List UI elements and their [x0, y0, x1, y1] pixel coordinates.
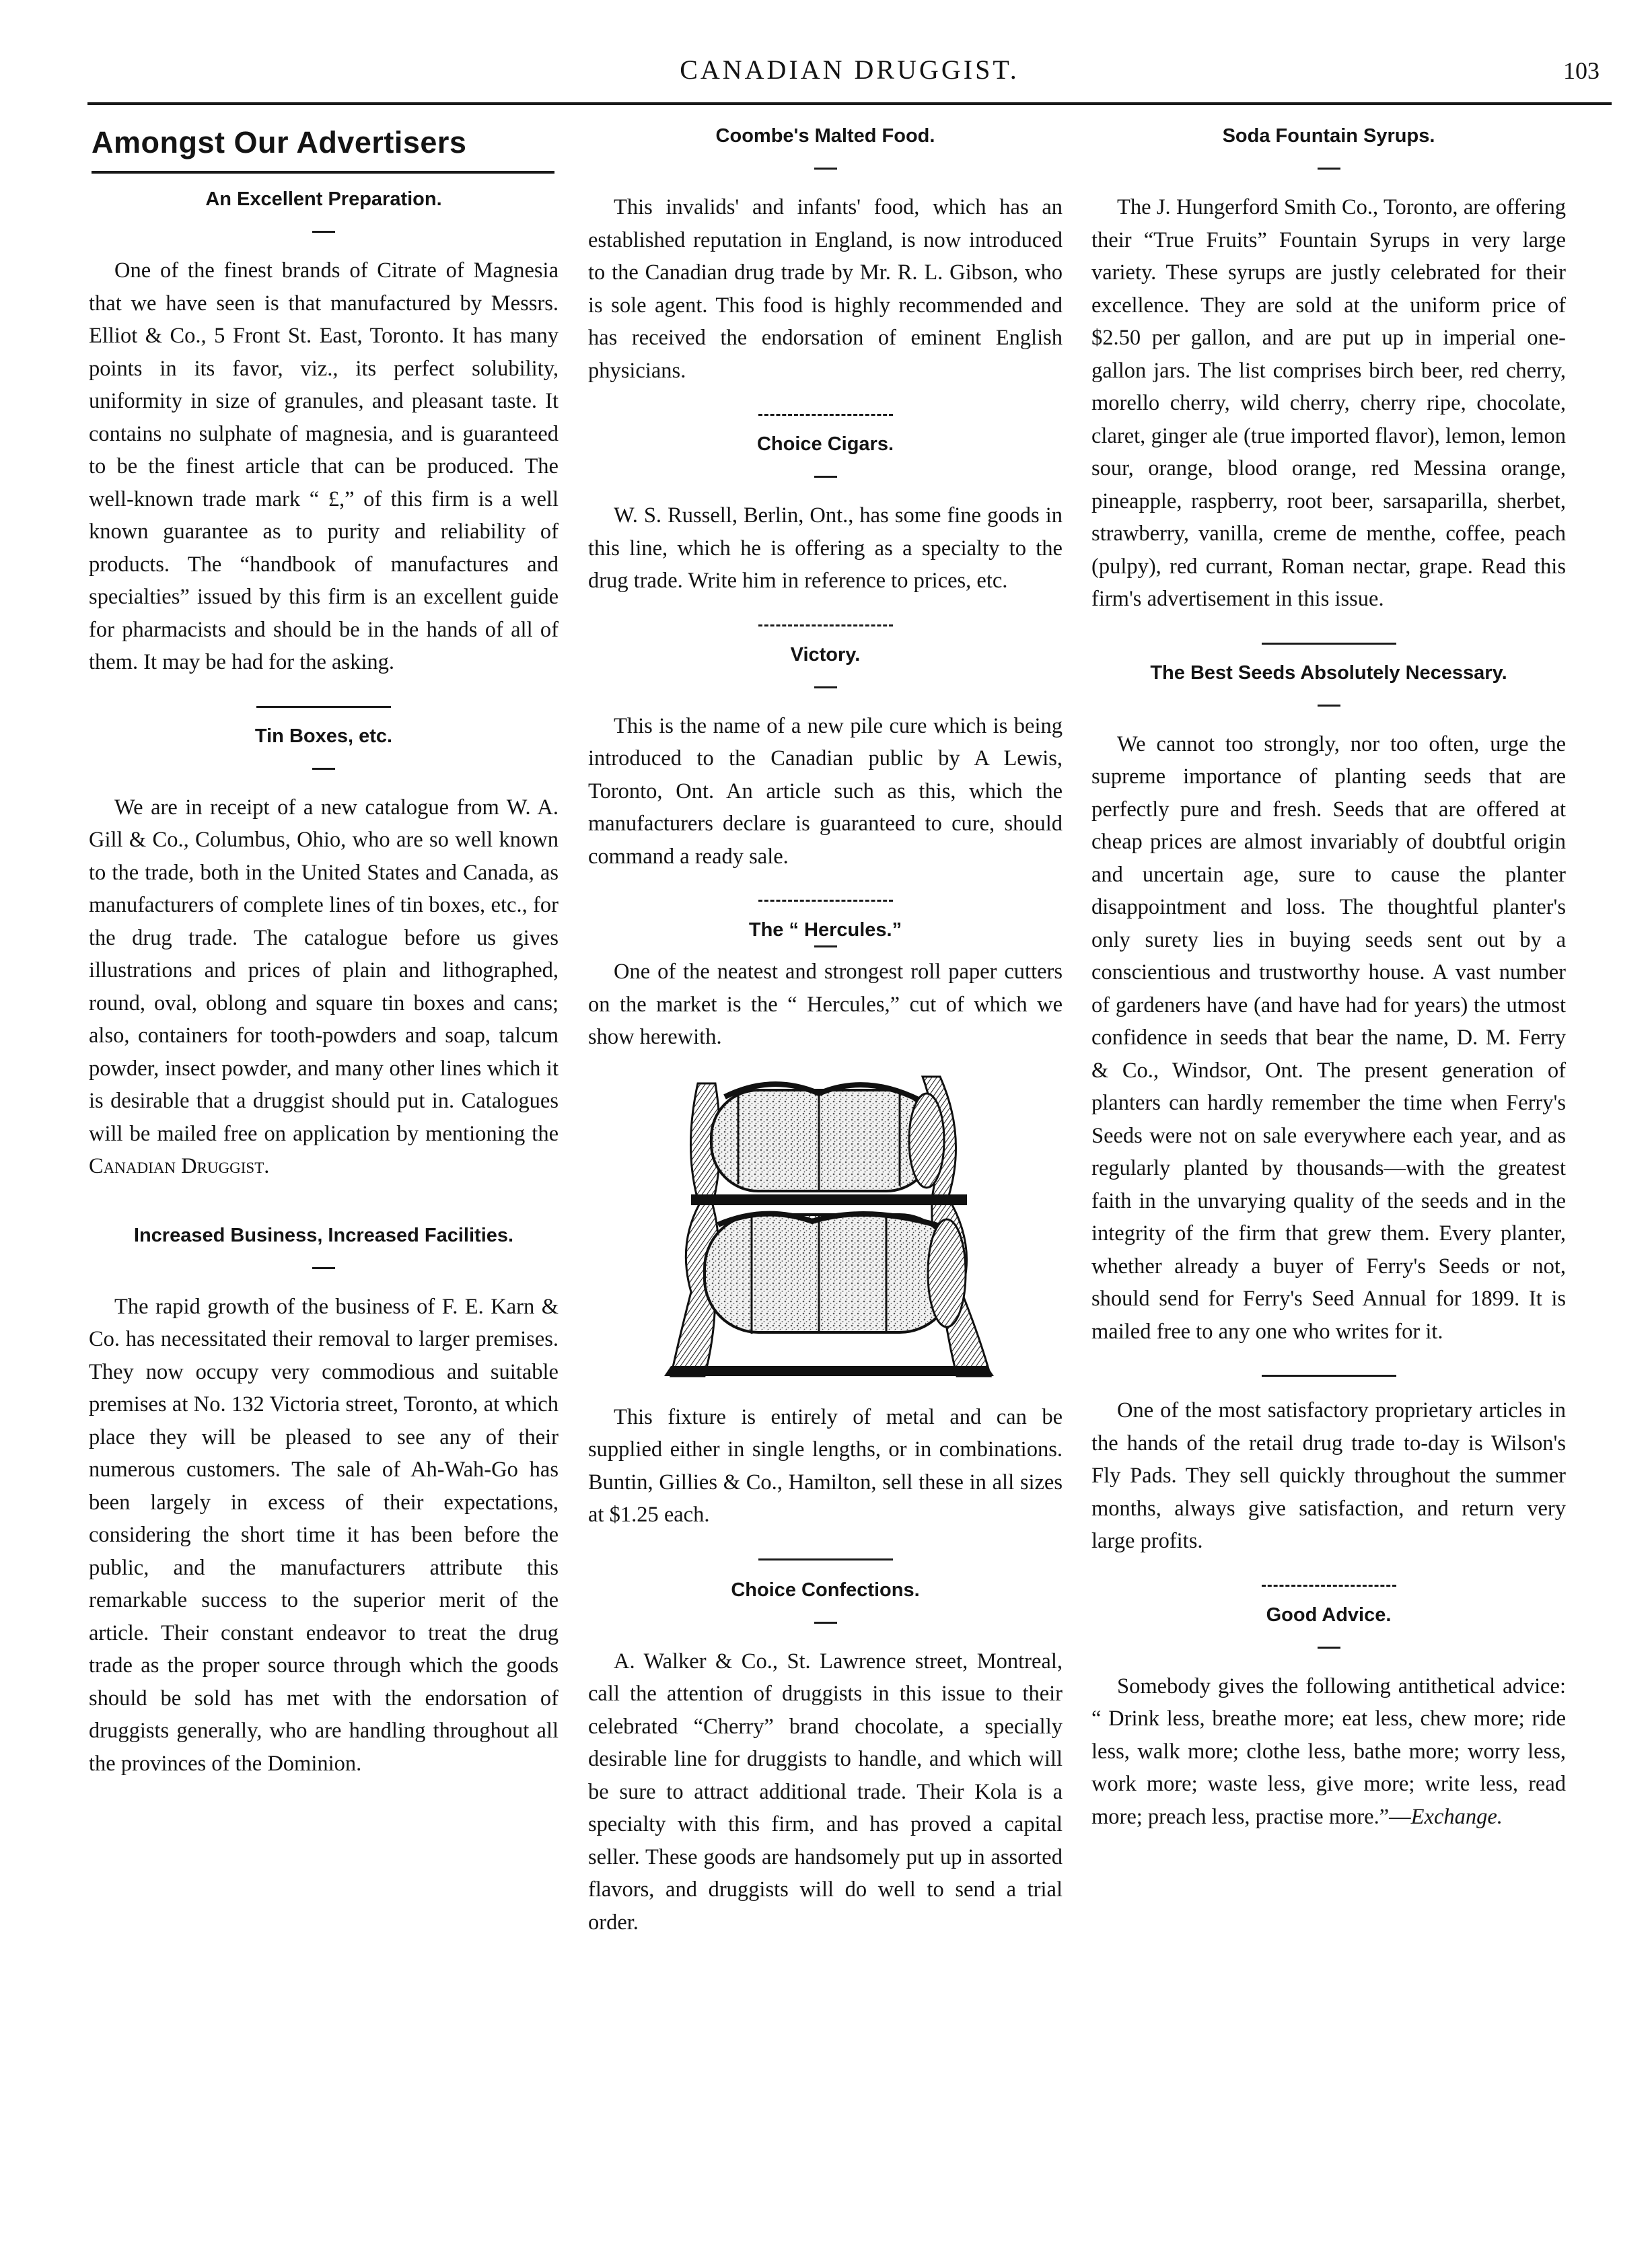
article-victory: This is the name of a new pile cure which is being introduced to the Canadian public by A Lewis, Toronto, Ont. An article such as this, which the manufacturers declare is guaranteed to cure, should command a ready sale.	[588, 713, 1063, 869]
article-hercules-continued: This fixture is entirely of metal and can be supplied either in single lengths, or in combinations. Buntin, Gillies & Co., Hamilton, sell these in all sizes at $1.25 each.	[588, 1404, 1063, 1527]
dash-rule	[312, 1267, 335, 1269]
heading-hercules: The “ Hercules.”	[748, 919, 902, 941]
page-title: Amongst Our Advertisers	[92, 125, 467, 159]
heading-increased-business: Increased Business, Increased Facilities.	[133, 1224, 514, 1246]
column-3	[1091, 120, 1566, 1833]
column-1	[89, 120, 559, 1780]
separator-rule	[758, 900, 893, 902]
separator-rule	[1262, 643, 1396, 645]
heading-excellent-preparation: An Excellent Preparation.	[205, 188, 442, 210]
article-wilsons-fly-pads: One of the most satisfactory proprietary articles in the hands of the retail drug trade to-day is Wilson's Fly Pads. They sell quickly throughout the summer months, always give satisfaction, and return very large profits.	[1091, 1398, 1566, 1553]
article-tin-boxes	[89, 791, 559, 1183]
dash-rule	[814, 168, 837, 170]
dash-rule	[312, 768, 335, 770]
dash-rule	[814, 686, 837, 688]
dash-rule	[1318, 705, 1340, 707]
heading-choice-cigars: Choice Cigars.	[756, 433, 894, 455]
column-2	[588, 120, 1063, 1939]
heading-best-seeds: The Best Seeds Absolutely Necessary.	[1150, 661, 1507, 684]
page-number: 103	[1563, 57, 1600, 84]
article-choice-confections: A. Walker & Co., St. Lawrence street, Montreal, call the attention of druggists in this issue to their celebrated “Cherry” brand chocolate, a specially desirable line for druggists to handle, and which will be sure to attract additional trade. Their Kola is a specialty with this firm, and has proved a capital seller. These goods are handsomely put up in assorted flavors, and druggists will do well to send a trial order.	[588, 1649, 1063, 1935]
article-soda-fountain-syrups: The J. Hungerford Smith Co., Toronto, are offering their “True Fruits” Fountain Syrups in very large variety. These syrups are justly celebrated for their excellence. They are sold at the uniform price of $2.50 per gallon, and are put up in imperial one-gallon jars. The list comprises birch beer, red cherry, morello cherry, wild cherry, cherry ripe, chocolate, claret, ginger ale (true imported flavor), lemon, lemon sour, orange, blood orange, red Messina orange, pineapple, raspberry, root beer, sarsaparilla, sherbet, strawberry, vanilla, creme de menthe, coffee, peach (pulpy), red currant, Roman nectar, grape. Read this firm's advertisement in this issue.	[1091, 195, 1566, 611]
journal-title: CANADIAN DRUGGIST.	[680, 55, 1019, 85]
article-coombes-malted-food: This invalids' and infants' food, which has an established reputation in England, is now introduced to the Canadian drug trade by Mr. R. L. Gibson, who is sole agent. This food is highly recommended and has received the endorsation of eminent English physicians.	[588, 195, 1063, 383]
article-good-advice	[1091, 1670, 1566, 1834]
article-excellent-preparation: One of the finest brands of Citrate of Magnesia that we have seen is that manufactured by Messrs. Elliot & Co., 5 Front St. East, Toronto. It has many points in its favor, viz., its perfect solubility, uniformity in size of granules, and pleasant taste. It contains no sulphate of magnesia, and is guaranteed to be the finest article that can be produced. The well-known trade mark “ £,” of this firm is a well known guarantee as to purity and reliability of products. The “handbook of manufactures and specialties” issued by this firm is an excellent guide for pharmacists and should be in the hands of all of them. It may be had for the asking.	[89, 258, 559, 674]
article-good-advice-text: Somebody gives the following antithetical advice: “ Drink less, breathe more; eat less, chew more; ride less, walk more; clothe less, bathe more; worry less, work more; waste less, give more; write less, read more; preach less, practise more.”—	[1091, 1674, 1566, 1829]
dash-rule	[814, 945, 837, 947]
hercules-cutter-illustration	[651, 1070, 1001, 1386]
running-header	[87, 48, 1612, 105]
article-hercules: One of the neatest and strongest roll paper cutters on the market is the “ Hercules,” cut of which we show herewith.	[588, 960, 1063, 1049]
dash-rule	[814, 1622, 837, 1624]
separator-rule	[758, 1558, 893, 1560]
title-rule	[92, 171, 554, 174]
heading-coombes-malted-food: Coombe's Malted Food.	[715, 125, 935, 147]
heading-tin-boxes: Tin Boxes, etc.	[254, 725, 393, 747]
separator-rule	[256, 706, 391, 708]
article-choice-cigars: W. S. Russell, Berlin, Ont., has some fine goods in this line, which he is offering as a specialty to the drug trade. Write him in reference to prices, etc.	[588, 503, 1063, 593]
heading-choice-confections: Choice Confections.	[731, 1579, 920, 1601]
roll-cutter-engraving	[651, 1070, 1001, 1386]
heading-good-advice: Good Advice.	[1266, 1604, 1392, 1626]
heading-soda-fountain-syrups: Soda Fountain Syrups.	[1222, 125, 1435, 147]
separator-rule	[1262, 1375, 1396, 1377]
heading-victory: Victory.	[790, 643, 861, 666]
article-increased-business: The rapid growth of the business of F. E. Karn & Co. has necessitated their removal to larger premises. They now occupy very commodious and suitable premises at No. 132 Victoria street, Toronto, at which place they will be pleased to see any of their numerous customers. The sale of Ah-Wah-Go has been largely in excess of their expectations, considering the short time it has been before the public, and the manufacturers attribute this remarkable success to the superior merit of the article. Their constant endeavor to treat the drug trade as the proper source through which the goods should be sold has met with the endorsation of druggists generally, who are handling throughout all the provinces of the Dominion.	[89, 1294, 559, 1776]
dash-rule	[1318, 168, 1340, 170]
dash-rule	[312, 231, 335, 233]
separator-rule	[758, 414, 893, 416]
separator-rule	[1262, 1585, 1396, 1587]
journal-name-small-caps: Canadian Druggist.	[89, 1154, 270, 1178]
source-credit: Exchange.	[1410, 1804, 1503, 1829]
separator-rule	[758, 624, 893, 626]
dash-rule	[814, 476, 837, 478]
dash-rule	[1318, 1647, 1340, 1649]
article-tin-boxes-text: We are in receipt of a new catalogue from W. A. Gill & Co., Columbus, Ohio, who are so well known to the trade, both in the United States and Canada, as manufacturers of complete lines of tin boxes, etc., for the drug trade. The catalogue before us gives illustrations and prices of plain and lithographed, round, oval, oblong and square tin boxes and cans; also, containers for tooth-powders and soap, talcum powder, insect powder, and many other lines which it is desirable that a druggist should put in. Catalogues will be mailed free on application by mentioning the	[89, 795, 559, 1146]
article-best-seeds: We cannot too strongly, nor too often, urge the supreme importance of planting seeds that are perfectly pure and fresh. Seeds that are offered at cheap prices are almost invariably of doubtful origin and uncertain age, sure to cause the planter disappointment and loss. The thoughtful planter's only surety lies in buying seeds sent out by a conscientious and trustworthy house. A vast number of gardeners have (and have had for years) the utmost confidence in seeds that bear the name, D. M. Ferry & Co., Windsor, Ont. The present generation of planters can hardly remember the time when Ferry's Seeds were not on sale everywhere each year, and as regularly planted by thousands—with the greatest faith in the unvarying quality of the seeds and in the integrity of the firm that grew them. Every planter, whether already a buyer of Ferry's Seeds or not, should send for Ferry's Seed Annual for 1899. It is mailed free to any one who writes for it.	[1091, 731, 1566, 1344]
